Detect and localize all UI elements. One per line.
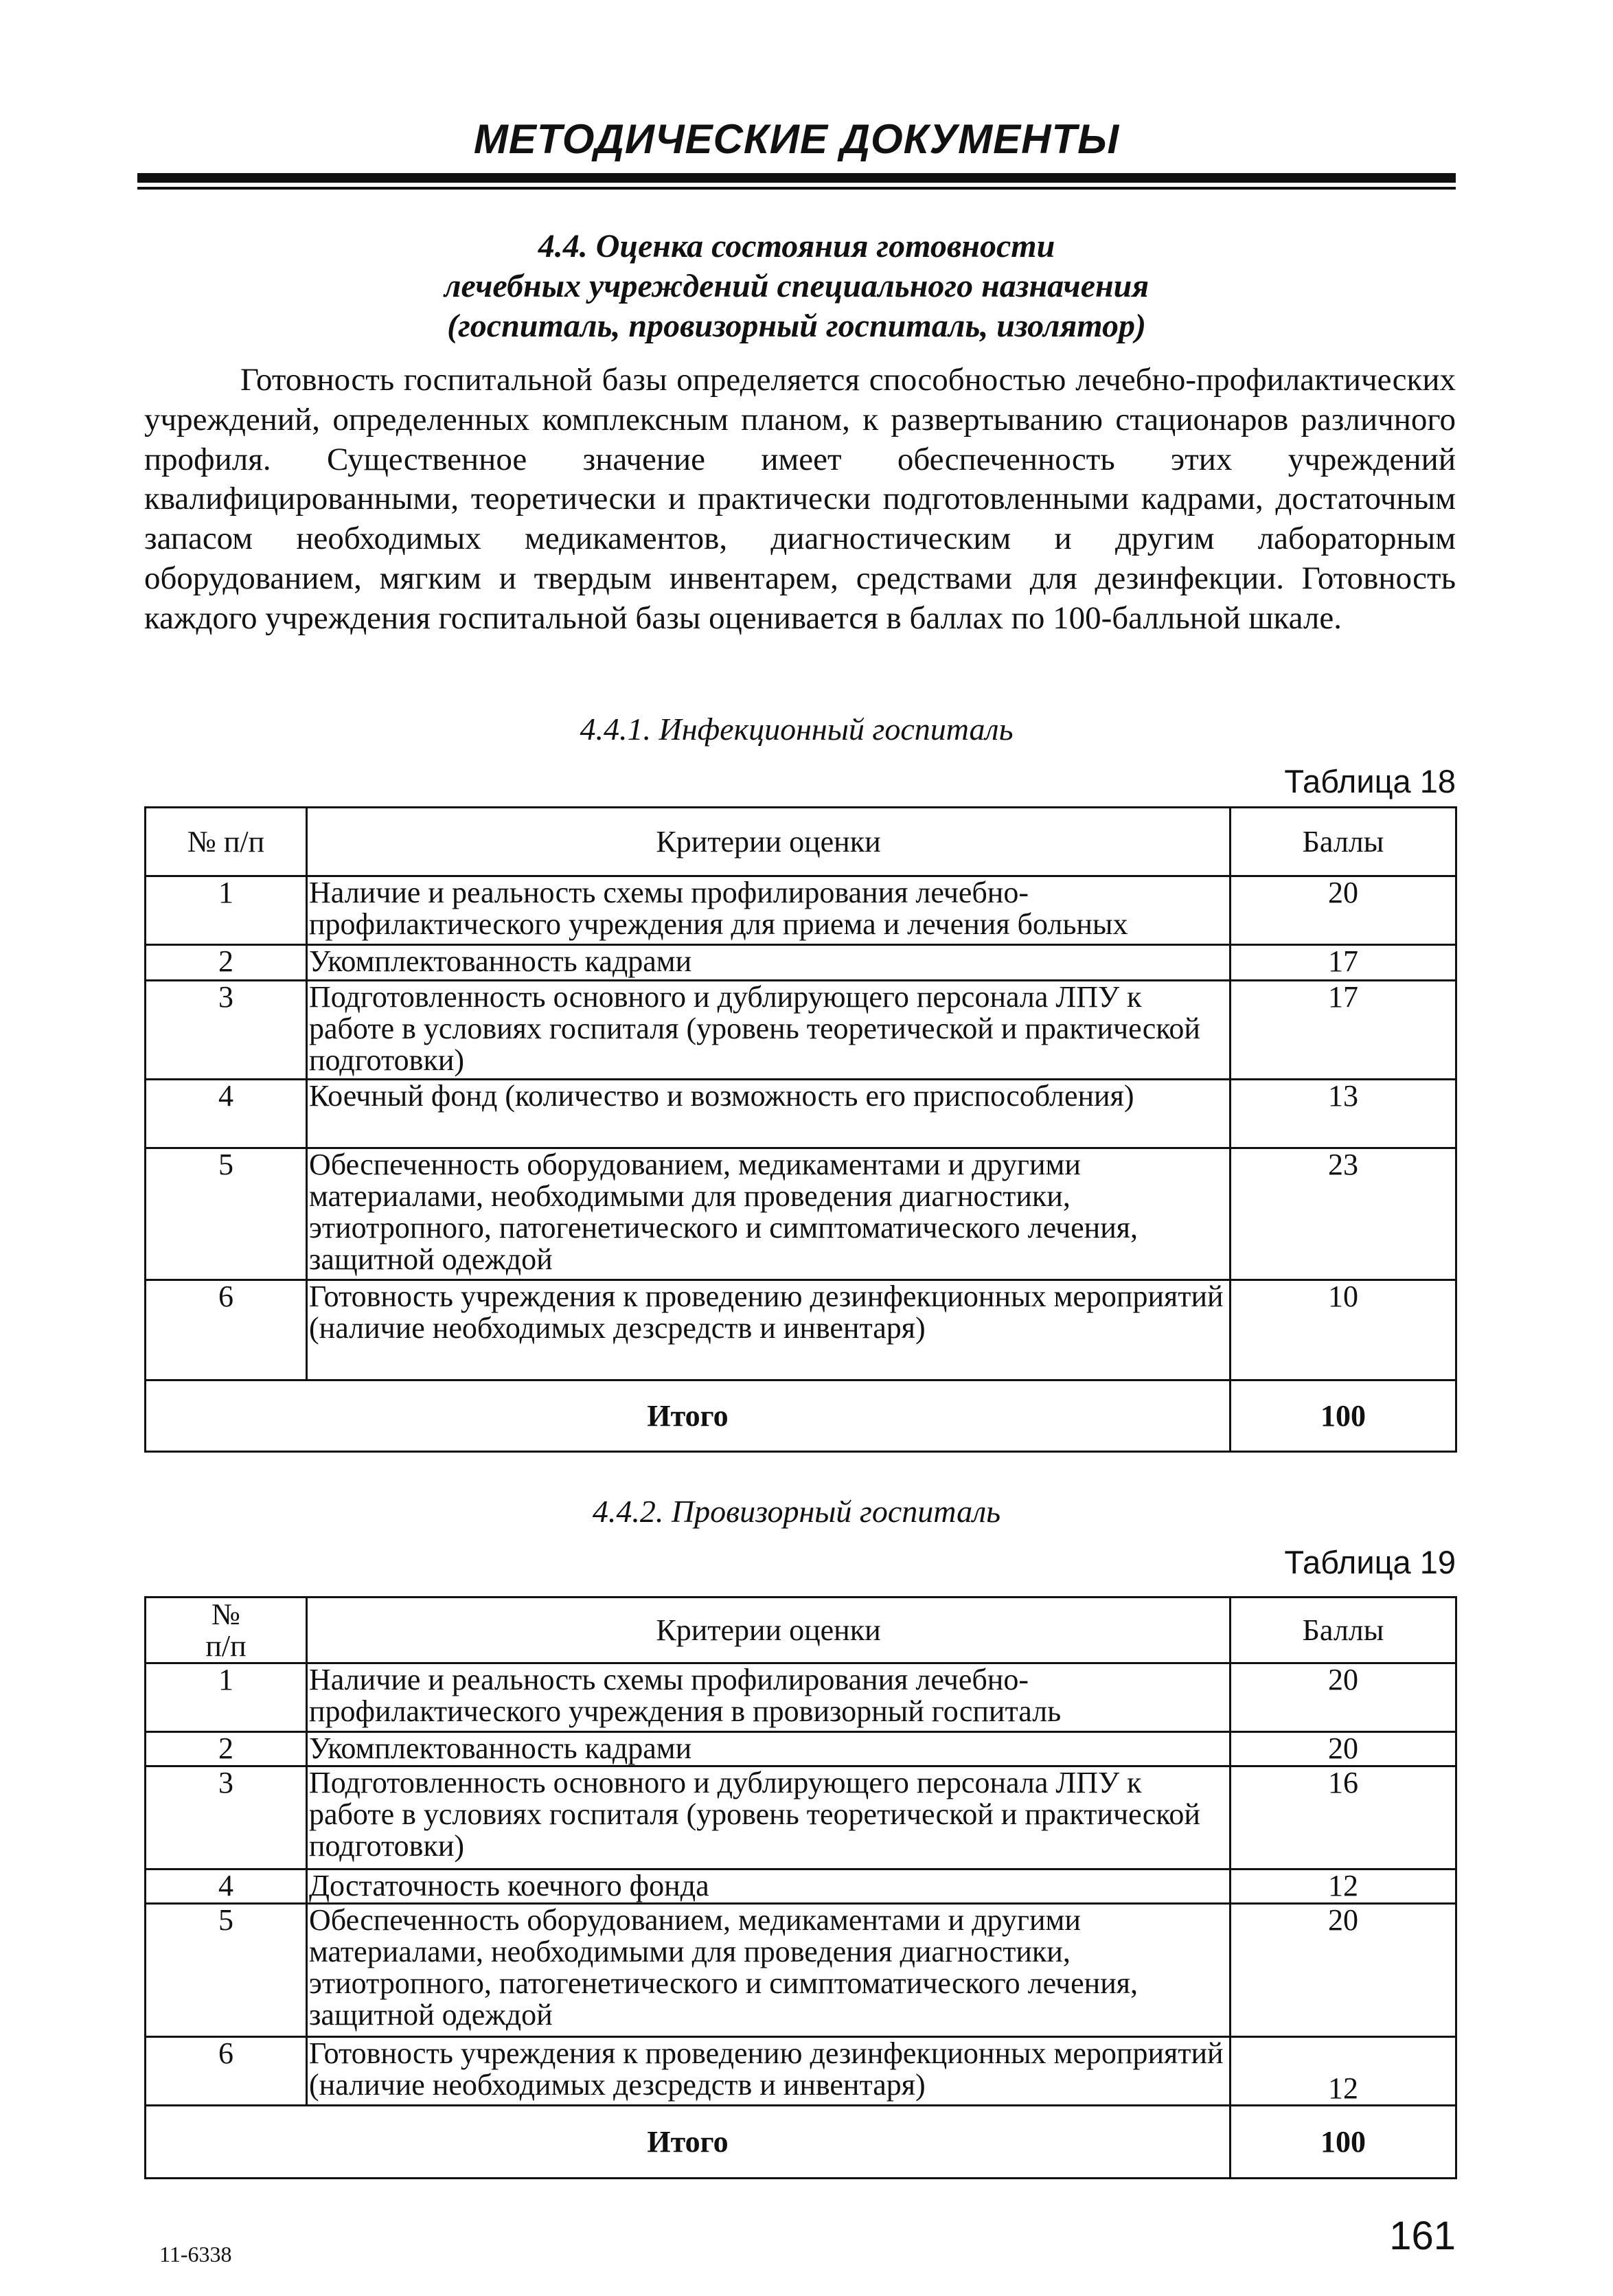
row-num: 4 [146, 1869, 307, 1904]
table-caption: Таблица 18 [1284, 763, 1456, 799]
row-criteria: Обеспеченность оборудованием, медикаментами и другими материалами, необходимыми для проведения диагностики, этиотропного, патогенетического и симптоматического лечения, защитной одеждой [307, 1148, 1231, 1280]
section-title-line: 4.4. Оценка состояния готовности [538, 228, 1055, 264]
table-row [146, 876, 1456, 945]
row-score: 12 [1231, 2037, 1456, 2106]
table-row [146, 1732, 1456, 1766]
row-criteria: Подготовленность основного и дублирующего персонала ЛПУ к работе в условиях госпиталя (уровень теоретической и практической подготовки) [307, 1766, 1231, 1869]
row-score: 20 [1231, 1663, 1456, 1732]
table-row [146, 945, 1456, 981]
row-num: 1 [146, 876, 307, 945]
row-num: 2 [146, 1732, 307, 1766]
section-title [137, 227, 1456, 346]
intro-paragraph: Готовность госпитальной базы определяется способностью лечебно-профилактических учреждений, определенных комплексным планом, к развертыванию стационаров различного профиля. Существенное значение имеет обеспеченность этих учреждений квалифицированными, теоретически и практически подготовленными кадрами, достаточным запасом необходимых медикаментов, диагностическим и другим лабораторным оборудованием, мягким и твердым инвентарем, средствами для дезинфекции. Готовность каждого учреждения госпитальной базы оценивается в баллах по 100-балльной шкале. [144, 362, 1456, 636]
row-criteria: Подготовленность основного и дублирующего персонала ЛПУ к работе в условиях госпиталя (уровень теоретической и практической подготовки) [307, 981, 1231, 1080]
row-score: 23 [1231, 1148, 1456, 1280]
row-num: 6 [146, 1280, 307, 1380]
running-head: МЕТОДИЧЕСКИЕ ДОКУМЕНТЫ [473, 116, 1120, 162]
row-score: 17 [1231, 981, 1456, 1080]
header-rule-thin [137, 187, 1456, 190]
row-score: 20 [1231, 1904, 1456, 2037]
total-value: 100 [1231, 2106, 1456, 2179]
table-row [146, 1148, 1456, 1280]
header-criteria: Критерии оценки [307, 808, 1231, 876]
row-num: 4 [146, 1080, 307, 1148]
page-number: 161 [1389, 2214, 1456, 2258]
table-row [146, 1080, 1456, 1148]
row-criteria: Готовность учреждения к проведению дезинфекционных мероприятий (наличие необходимых дезсредств и инвентаря) [307, 2037, 1231, 2106]
row-num: 3 [146, 981, 307, 1080]
header-num-line: № [211, 1597, 240, 1631]
row-criteria: Готовность учреждения к проведению дезинфекционных мероприятий (наличие необходимых дезсредств и инвентаря) [307, 1280, 1231, 1380]
section-title-line: лечебных учреждений специального назначения [444, 268, 1149, 304]
header-rule-thick [137, 173, 1456, 183]
total-label: Итого [146, 1380, 1231, 1452]
table-row [146, 981, 1456, 1080]
header-criteria: Критерии оценки [307, 1598, 1231, 1663]
table-header-row [146, 1598, 1456, 1663]
row-score: 16 [1231, 1766, 1456, 1869]
table-row [146, 1869, 1456, 1904]
row-score: 10 [1231, 1280, 1456, 1380]
row-score: 12 [1231, 1869, 1456, 1904]
row-criteria: Укомплектованность кадрами [307, 1732, 1231, 1766]
row-num: 5 [146, 1904, 307, 2037]
row-criteria: Коечный фонд (количество и возможность его приспособления) [307, 1080, 1231, 1148]
row-num: 5 [146, 1148, 307, 1280]
row-score: 20 [1231, 1732, 1456, 1766]
row-criteria: Обеспеченность оборудованием, медикаментами и другими материалами, необходимыми для проведения диагностики, этиотропного, патогенетического и симптоматического лечения, защитной одеждой [307, 1904, 1231, 2037]
row-score: 13 [1231, 1080, 1456, 1148]
header-score: Баллы [1231, 1598, 1456, 1663]
row-criteria: Наличие и реальность схемы профилирования лечебно-профилактического учреждения для приема и лечения больных [307, 876, 1231, 945]
header-num-line: п/п [205, 1628, 247, 1663]
row-num: 2 [146, 945, 307, 981]
table-row [146, 1280, 1456, 1380]
header-score: Баллы [1231, 808, 1456, 876]
row-criteria: Достаточность коечного фонда [307, 1869, 1231, 1904]
table-total-row [146, 2106, 1456, 2179]
row-score: 17 [1231, 945, 1456, 981]
section-title-line: (госпиталь, провизорный госпиталь, изолятор) [447, 308, 1146, 344]
row-criteria: Укомплектованность кадрами [307, 945, 1231, 981]
total-value: 100 [1231, 1380, 1456, 1452]
table-row [146, 1766, 1456, 1869]
table-header-row [146, 808, 1456, 876]
row-num: 1 [146, 1663, 307, 1732]
subsection-heading: 4.4.2. Провизорный госпиталь [592, 1494, 1001, 1529]
print-code: 11-6338 [159, 2242, 232, 2266]
table-row [146, 2037, 1456, 2106]
row-score: 20 [1231, 876, 1456, 945]
subsection-heading: 4.4.1. Инфекционный госпиталь [580, 712, 1014, 747]
row-criteria: Наличие и реальность схемы профилирования лечебно-профилактического учреждения в провизорный госпиталь [307, 1663, 1231, 1732]
row-num: 6 [146, 2037, 307, 2106]
table-caption: Таблица 19 [1284, 1544, 1456, 1580]
header-num [146, 1598, 307, 1663]
total-label: Итого [146, 2106, 1231, 2179]
table-row [146, 1904, 1456, 2037]
row-num: 3 [146, 1766, 307, 1869]
table-total-row [146, 1380, 1456, 1452]
header-num: № п/п [146, 808, 307, 876]
table-row [146, 1663, 1456, 1732]
criteria-table [144, 1596, 1457, 2179]
criteria-table [144, 806, 1457, 1453]
